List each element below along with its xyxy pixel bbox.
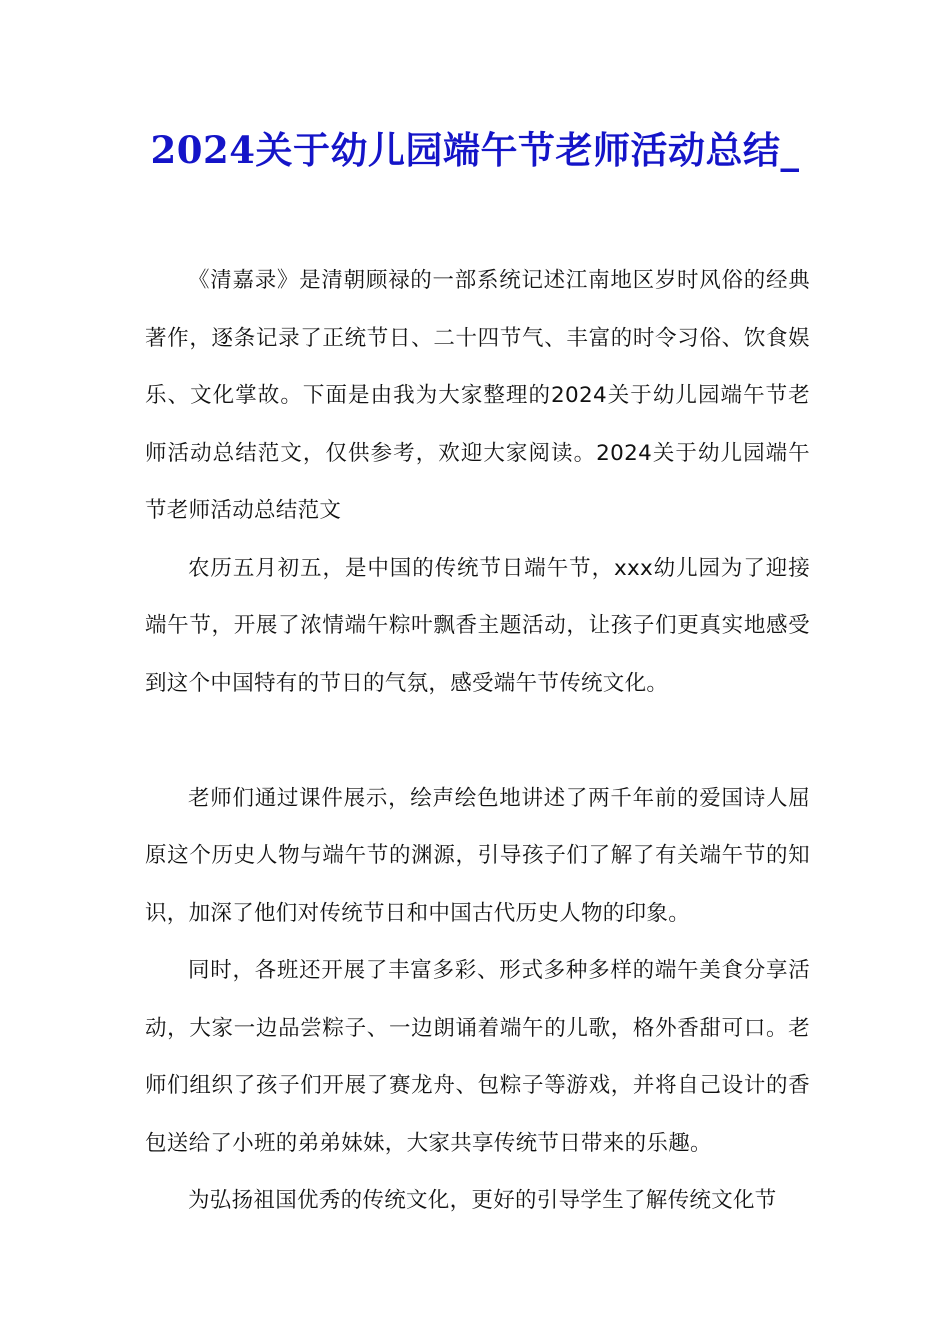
document-title: 2024关于幼儿园端午节老师活动总结_ <box>150 128 800 172</box>
paragraph-spacer <box>145 712 810 770</box>
paragraph-teachers: 老师们通过课件展示，绘声绘色地讲述了两千年前的爱国诗人屈原这个历史人物与端午节的渊源，引导孩子们了解了有关端午节的知识，加深了他们对传统节日和中国古代历史人物的印象。 <box>145 785 810 926</box>
paragraph-intro: 《清嘉录》是清朝顾禄的一部系统记述江南地区岁时风俗的经典著作，逐条记录了正统节日、二十四节气、丰富的时令习俗、饮食娱乐、文化掌故。下面是由我为大家整理的2024关于幼儿园端午节老师活动总结范文，仅供参考，欢迎大家阅读。2024关于幼儿园端午节老师活动总结范文 <box>145 268 810 523</box>
paragraph-culture: 为弘扬祖国优秀的传统文化，更好的引导学生了解传统文化节 <box>188 1188 777 1213</box>
paragraph-activities: 同时，各班还开展了丰富多彩、形式多种多样的端午美食分享活动，大家一边品尝粽子、一边朗诵着端午的儿歌，格外香甜可口。老师们组织了孩子们开展了赛龙舟、包粽子等游戏，并将自己设计的香包送给了小班的弟弟妹妹，大家共享传统节日带来的乐趣。 <box>145 958 810 1156</box>
paragraph-festival: 农历五月初五，是中国的传统节日端午节，xxx幼儿园为了迎接端午节，开展了浓情端午粽叶飘香主题活动，让孩子们更真实地感受到这个中国特有的节日的气氛，感受端午节传统文化。 <box>145 555 810 696</box>
document-body <box>145 252 810 1230</box>
